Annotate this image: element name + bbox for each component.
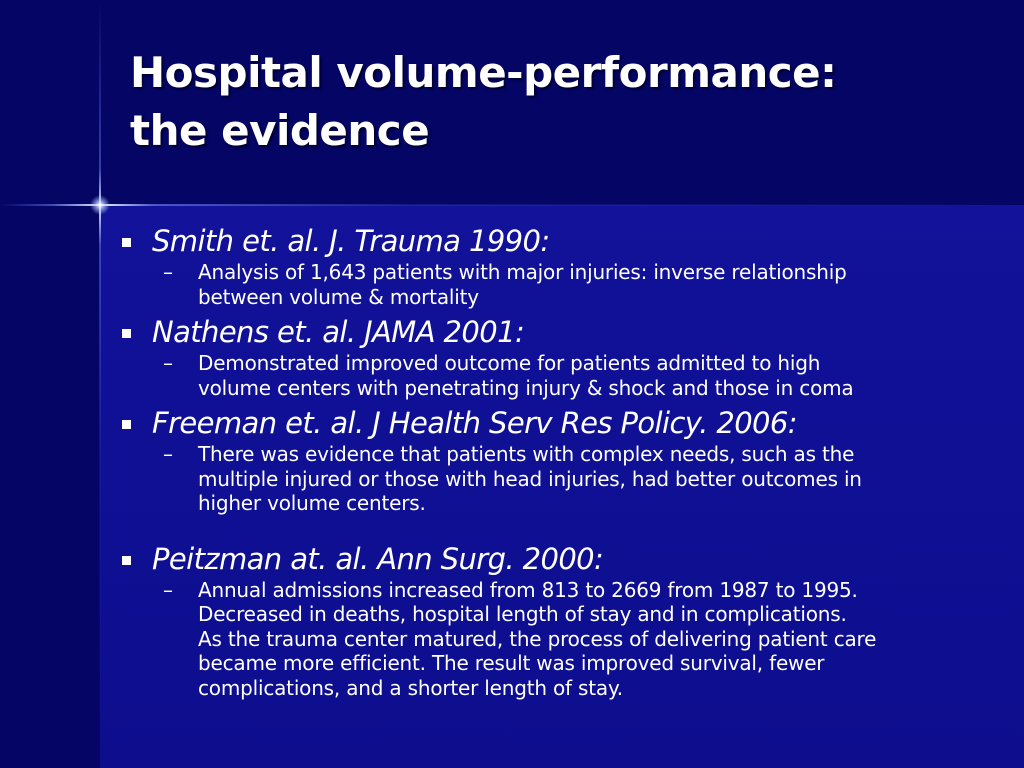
left-margin-background: [0, 205, 100, 768]
list-item: [112, 222, 1012, 309]
slide-title: [130, 44, 836, 160]
list-item: [112, 313, 1012, 400]
bullet-row: [152, 313, 1012, 351]
list-item: [112, 404, 1012, 516]
text-line: volume centers with penetrating injury & shock and those in coma: [198, 375, 854, 400]
text-line: Decreased in deaths, hospital length of stay and in complications.: [198, 602, 847, 626]
dash-bullet-icon: –: [163, 577, 173, 602]
vertical-light-line: [99, 0, 101, 768]
text-line: multiple injured or those with head injuries, had better outcomes in: [198, 466, 862, 491]
citation-heading: Freeman et. al. J Health Serv Res Policy. 2006:: [152, 406, 797, 440]
sub-bullet: [163, 577, 1012, 701]
text-line: between volume & mortality: [198, 284, 479, 309]
text-line: There was evidence that patients with complex needs, such as the: [198, 442, 855, 466]
sub-bullet-text: [198, 351, 1012, 400]
square-bullet-icon: [122, 238, 131, 247]
list-item: [112, 540, 1012, 701]
bullet-row: [152, 222, 1012, 260]
sparkle-icon: [90, 195, 110, 215]
text-line: higher volume centers.: [198, 491, 426, 515]
bullet-list: [112, 222, 1012, 704]
title-line-2: the evidence: [130, 106, 430, 155]
citation-heading: Nathens et. al. JAMA 2001:: [152, 315, 525, 349]
sub-bullet: [163, 351, 1012, 400]
citation-heading: Smith et. al. J. Trauma 1990:: [152, 224, 550, 258]
sub-bullet: [163, 260, 1012, 309]
text-line: Annual admissions increased from 813 to 2669 from 1987 to 1995.: [198, 577, 858, 602]
text-line: As the trauma center matured, the process of delivering patient care: [198, 626, 877, 651]
sub-bullet: [163, 442, 1012, 516]
horizontal-light-line: [0, 204, 1024, 206]
sub-bullet-text: [198, 578, 1012, 701]
text-line: complications, and a shorter length of stay.: [198, 675, 623, 700]
text-line: Analysis of 1,643 patients with major injuries: inverse relationship: [198, 260, 847, 284]
square-bullet-icon: [122, 556, 131, 565]
text-line: became more efficient. The result was improved survival, fewer: [198, 651, 825, 675]
dash-bullet-icon: –: [163, 442, 173, 466]
square-bullet-icon: [122, 329, 131, 338]
bullet-row: [152, 404, 1012, 442]
dash-bullet-icon: –: [163, 260, 173, 284]
dash-bullet-icon: –: [163, 351, 173, 375]
spacer: [112, 520, 1012, 540]
square-bullet-icon: [122, 420, 131, 429]
citation-heading: Peitzman at. al. Ann Surg. 2000:: [152, 541, 604, 576]
title-line-1: Hospital volume-performance:: [130, 48, 837, 97]
text-line: Demonstrated improved outcome for patients admitted to high: [198, 351, 821, 375]
sub-bullet-text: [198, 442, 1012, 516]
sub-bullet-text: [198, 260, 1012, 309]
bullet-row: [152, 540, 1012, 578]
